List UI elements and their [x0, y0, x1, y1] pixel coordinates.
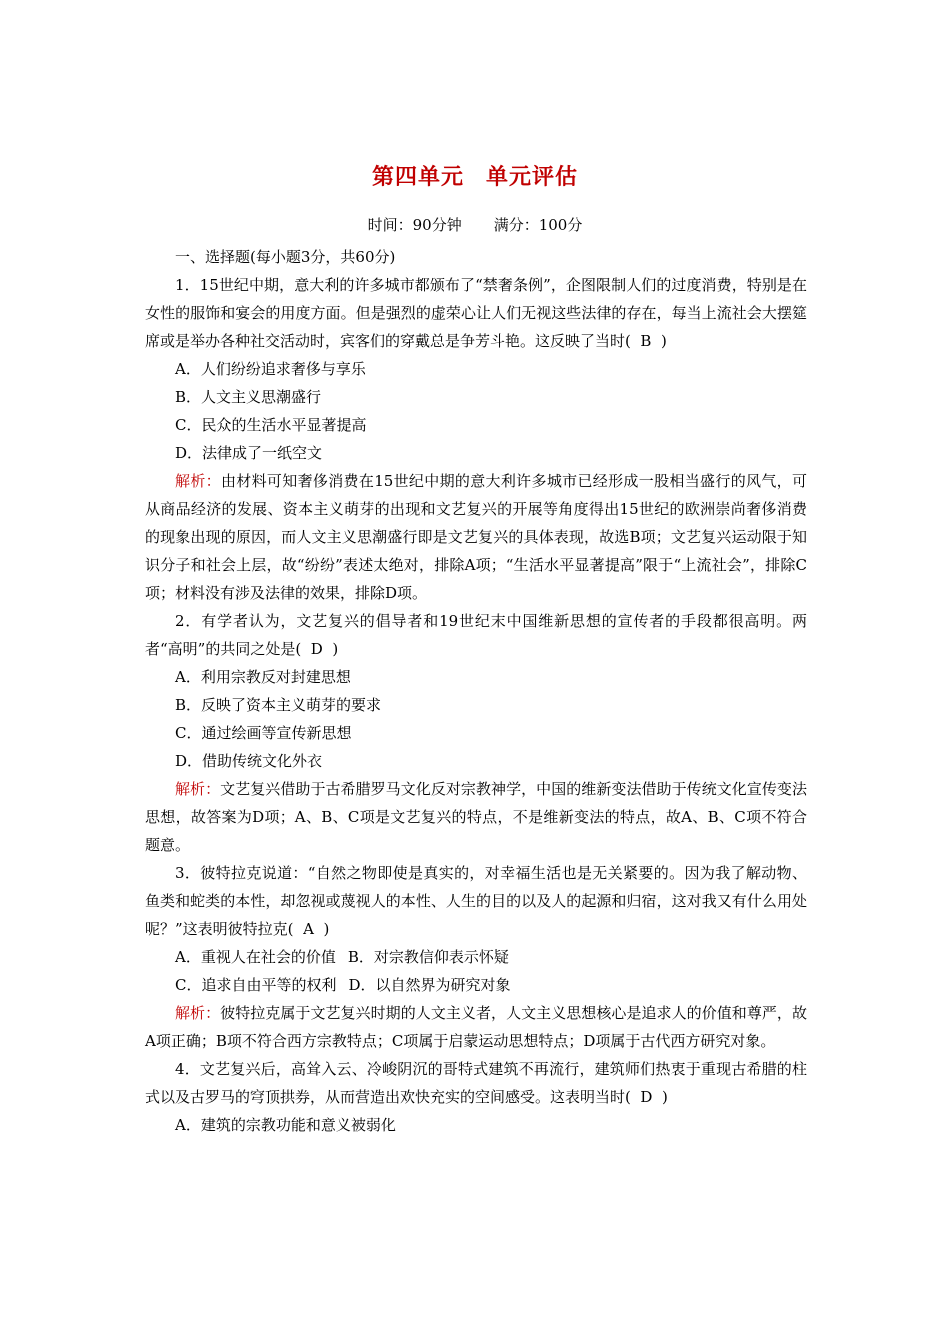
analysis-label: 解析：	[175, 472, 221, 490]
option: C．通过绘画等宣传新思想	[175, 724, 352, 742]
analysis: 解析：由材料可知奢侈消费在15世纪中期的意大利许多城市已经形成一股相当盛行的风气，可从商品经济的发展、资本主义萌芽的出现和文艺复兴的开展等角度得出15世纪的欧洲崇尚奢侈消费的现象出现的原因，而人文主义思潮盛行即是文艺复兴的具体表现，故选B项；文艺复兴运动限于知识分子和社会上层，故“纷纷”表述太绝对，排除A项；“生活水平显著提高”限于“上流社会”，排除C项；材料没有涉及法律的效果，排除D项。	[145, 472, 807, 602]
exam-time: 时间：90分钟	[367, 216, 462, 234]
option: D．以自然界为研究对象	[348, 976, 511, 994]
document-body	[145, 243, 807, 1139]
title-part-1: 第四单元	[371, 164, 464, 190]
option: D．法律成了一纸空文	[175, 444, 323, 462]
answer-letter: D	[630, 1088, 662, 1106]
answer-letter: D	[301, 640, 333, 658]
page-title	[0, 160, 950, 191]
analysis-label: 解析：	[175, 780, 221, 798]
option-row	[145, 971, 807, 999]
analysis: 解析：文艺复兴借助于古希腊罗马文化反对宗教神学，中国的维新变法借助于传统文化宣传变法思想，故答案为D项；A、B、C项是文艺复兴的特点，不是维新变法的特点，故A、B、C项不符合题意。	[145, 780, 807, 854]
option-row	[145, 943, 807, 971]
analysis: 解析：彼特拉克属于文艺复兴时期的人文主义者，人文主义思想核心是追求人的价值和尊严，故A项正确；B项不符合西方宗教特点；C项属于启蒙运动思想特点；D项属于古代西方研究对象。	[145, 1004, 807, 1050]
question-stem: 3．彼特拉克说道：“自然之物即使是真实的，对幸福生活也是无关紧要的。因为我了解动物、鱼类和蛇类的本性，却忽视或蔑视人的本性、人生的目的以及人的起源和归宿，这对我又有什么用处呢？”这表明彼特拉克( A )	[145, 864, 807, 938]
title-part-2: 单元评估	[486, 164, 579, 190]
exam-meta	[0, 214, 950, 235]
option: B．对宗教信仰表示怀疑	[347, 948, 509, 966]
exam-score: 满分：100分	[493, 216, 583, 234]
option: C．追求自由平等的权利	[175, 976, 337, 994]
question-stem: 1．15世纪中期，意大利的许多城市都颁布了“禁奢条例”，企图限制人们的过度消费，特别是在女性的服饰和宴会的用度方面。但是强烈的虚荣心让人们无视这些法律的存在，每当上流社会大摆筵席或是举办各种社交活动时，宾客们的穿戴总是争芳斗艳。这反映了当时( B )	[145, 276, 807, 350]
option: A．重视人在社会的价值	[175, 948, 336, 966]
option: A．利用宗教反对封建思想	[175, 668, 351, 686]
option: A．人们纷纷追求奢侈与享乐	[175, 360, 366, 378]
analysis-label: 解析：	[175, 1004, 221, 1022]
section-heading: 一、选择题(每小题3分，共60分)	[175, 248, 396, 266]
question-stem: 2．有学者认为，文艺复兴的倡导者和19世纪末中国维新思想的宣传者的手段都很高明。两者“高明”的共同之处是( D )	[145, 612, 807, 658]
option: A．建筑的宗教功能和意义被弱化	[175, 1116, 396, 1134]
option: B．人文主义思潮盛行	[175, 388, 322, 406]
option: B．反映了资本主义萌芽的要求	[175, 696, 382, 714]
option: D．借助传统文化外衣	[175, 752, 323, 770]
answer-letter: B	[630, 332, 661, 350]
answer-letter: A	[293, 920, 324, 938]
question-stem: 4．文艺复兴后，高耸入云、冷峻阴沉的哥特式建筑不再流行，建筑师们热衷于重现古希腊的柱式以及古罗马的穹顶拱券，从而营造出欢快充实的空间感受。这表明当时( D )	[145, 1060, 807, 1106]
option: C．民众的生活水平显著提高	[175, 416, 367, 434]
